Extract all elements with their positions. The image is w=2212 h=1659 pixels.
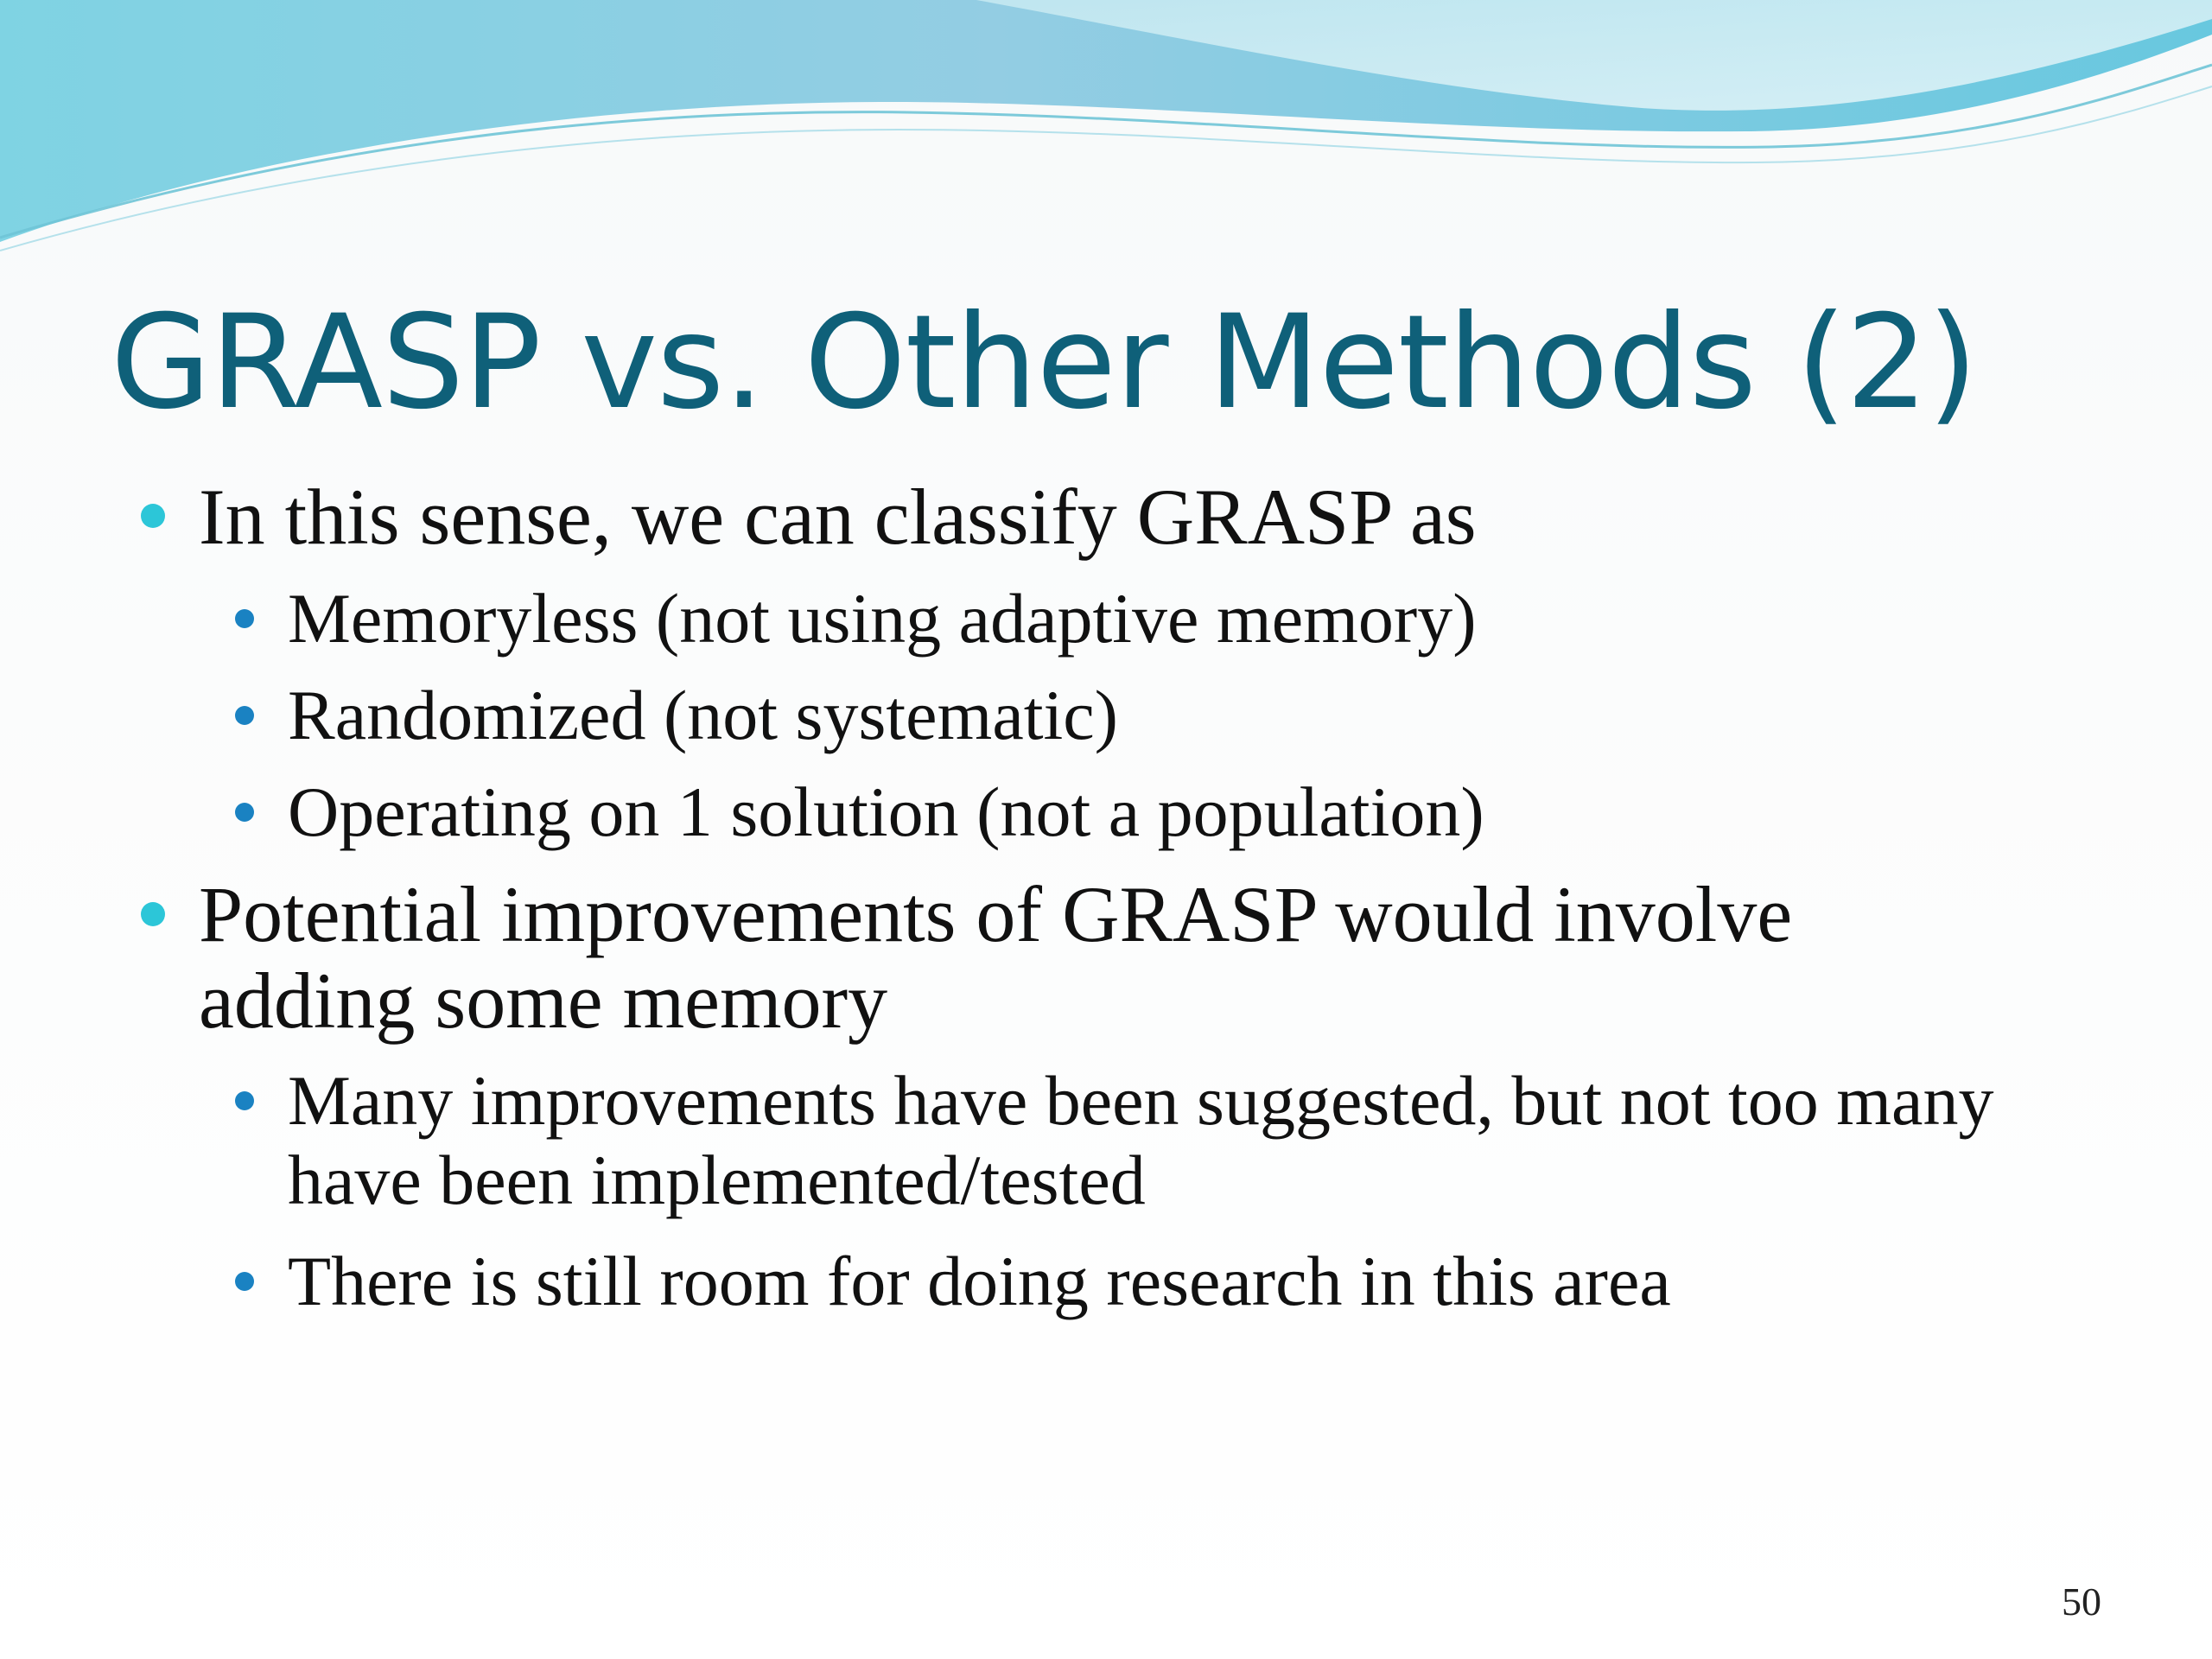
sub-bullet-dot-icon — [235, 706, 254, 725]
bullet-level1: In this sense, we can classify GRASP as — [199, 473, 1477, 561]
bullet-dot-icon — [141, 504, 165, 528]
sub-bullet-dot-icon — [235, 1091, 254, 1110]
bullet-dot-icon — [141, 902, 165, 926]
slide-number: 50 — [2062, 1580, 2101, 1624]
bullet-level1: Potential improvements of GRASP would involve adding some memory — [199, 870, 1793, 1045]
sub-bullet-dot-icon — [235, 1272, 254, 1291]
slide-title: GRASP vs. Other Methods (2) — [111, 288, 1978, 438]
bullet-level2: Many improvements have been suggested, but not too many have been implemented/tested — [288, 1061, 1994, 1219]
bullet-level2: Memoryless (not using adaptive memory) — [288, 579, 1477, 658]
bullet-level2: Randomized (not systematic) — [288, 676, 1118, 754]
bullet-level2: Operating on 1 solution (not a population) — [288, 772, 1484, 851]
bullet-level2: There is still room for doing research in this area — [288, 1242, 1671, 1320]
sub-bullet-dot-icon — [235, 803, 254, 822]
sub-bullet-dot-icon — [235, 609, 254, 628]
